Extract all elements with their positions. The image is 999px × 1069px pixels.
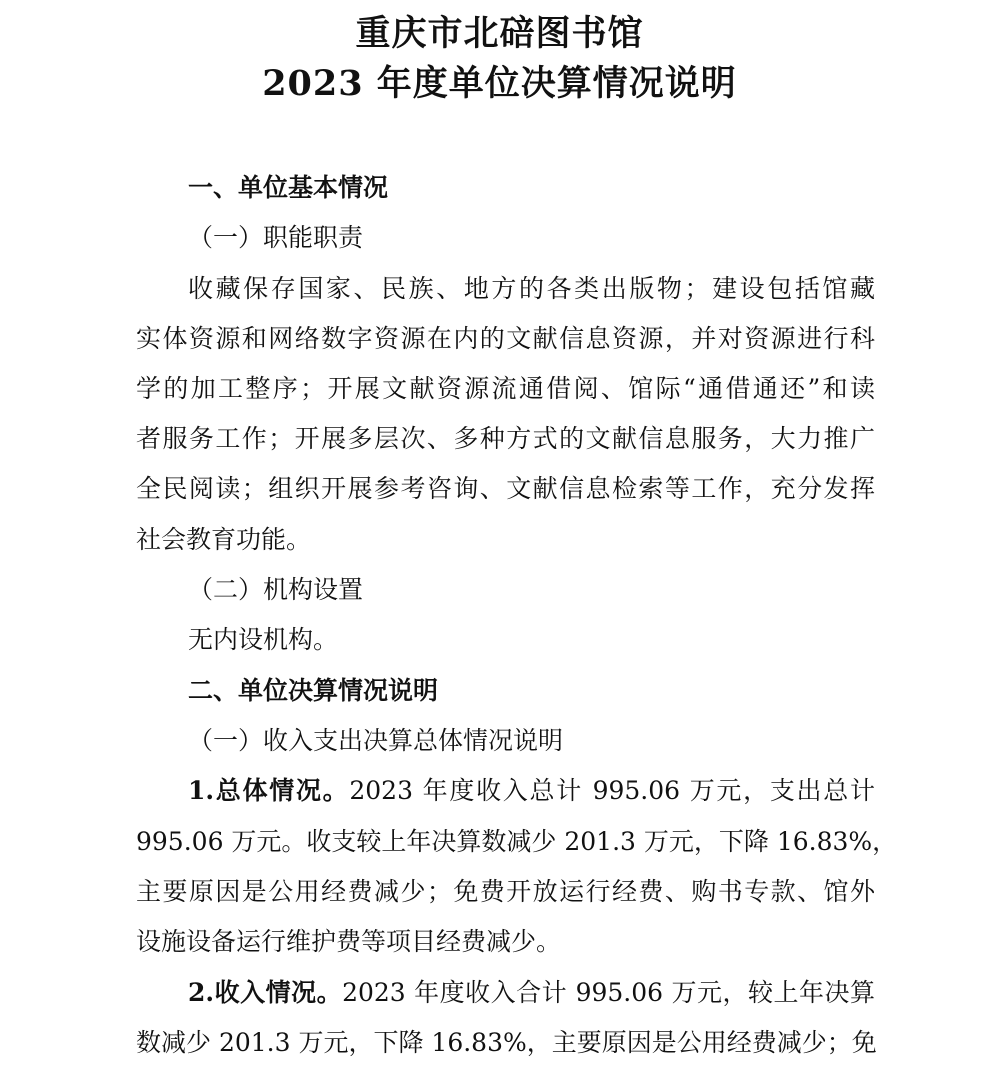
income-line-1 bbox=[188, 975, 875, 1011]
overall-line-2: 995.06 万元。收支较上年决算数减少 201.3 万元，下降 16.83%， bbox=[136, 827, 898, 856]
subsection1-heading: （一）职能职责 bbox=[188, 223, 364, 252]
duties-line-4: 者服务工作；开展多层次、多种方式的文献信息服务，大力推广 bbox=[136, 424, 875, 453]
income-label: 2.收入情况。 bbox=[188, 978, 343, 1007]
section2-heading: 二、单位决算情况说明 bbox=[188, 676, 439, 705]
overall-line-3: 主要原因是公用经费减少；免费开放运行经费、购书专款、馆外 bbox=[136, 877, 875, 906]
subsection2-heading: （二）机构设置 bbox=[188, 575, 364, 604]
duties-line-6: 社会教育功能。 bbox=[136, 525, 312, 554]
document-title-line1: 重庆市北碚图书馆 bbox=[355, 13, 644, 54]
income-line-1-text: 2023 年度收入合计 995.06 万元，较上年决算 bbox=[342, 978, 875, 1007]
duties-line-3: 学的加工整序；开展文献资源流通借阅、馆际“通借通还”和读 bbox=[136, 374, 875, 403]
document-title-line2: 2023 年度单位决算情况说明 bbox=[262, 63, 737, 104]
duties-line-5: 全民阅读；组织开展参考咨询、文献信息检索等工作，充分发挥 bbox=[136, 474, 875, 503]
duties-line-1: 收藏保存国家、民族、地方的各类出版物；建设包括馆藏 bbox=[188, 274, 875, 303]
overall-line-1 bbox=[188, 773, 875, 809]
subsection3-heading: （一）收入支出决算总体情况说明 bbox=[188, 726, 564, 755]
duties-line-2: 实体资源和网络数字资源在内的文献信息资源，并对资源进行科 bbox=[136, 324, 875, 353]
org-text: 无内设机构。 bbox=[188, 625, 339, 654]
income-line-2: 数减少 201.3 万元，下降 16.83%，主要原因是公用经费减少；免 bbox=[136, 1028, 877, 1057]
overall-label: 1.总体情况。 bbox=[188, 776, 350, 805]
overall-line-4: 设施设备运行维护费等项目经费减少。 bbox=[136, 927, 562, 956]
overall-line-1-text: 2023 年度收入总计 995.06 万元，支出总计 bbox=[349, 776, 875, 805]
section1-heading: 一、单位基本情况 bbox=[188, 173, 389, 202]
